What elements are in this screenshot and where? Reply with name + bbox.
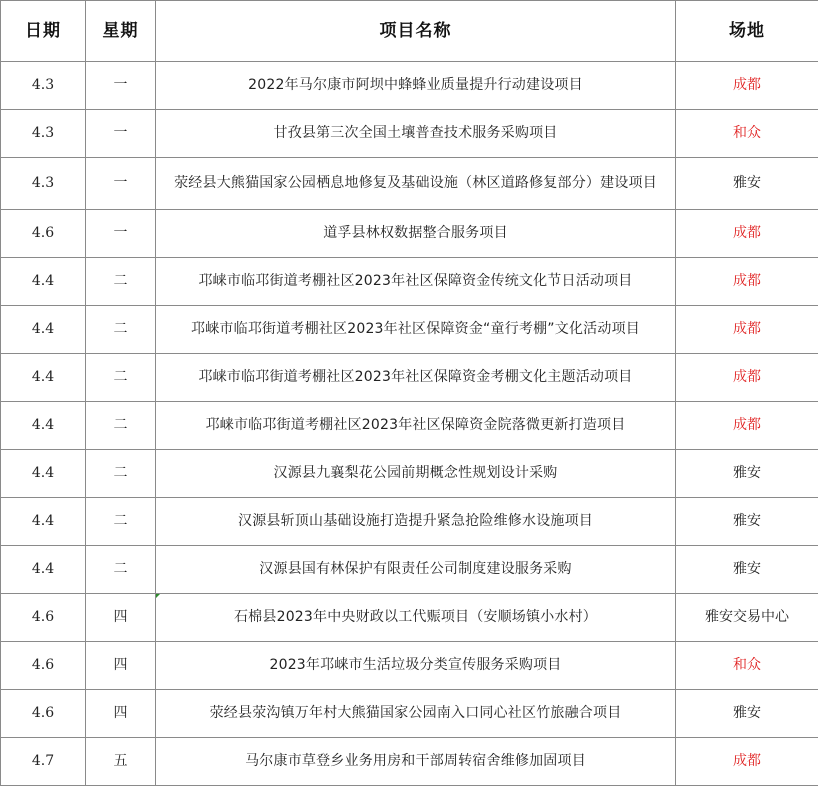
table-row: [1, 210, 818, 258]
cell-date: 4.4: [1, 546, 86, 594]
cell-weekday: 一: [86, 158, 156, 210]
cell-date: 4.3: [1, 62, 86, 110]
header-project: 项目名称: [156, 1, 676, 62]
table-row: [1, 690, 818, 738]
cell-date: 4.4: [1, 402, 86, 450]
cell-venue: 成都: [676, 62, 818, 110]
cell-date: 4.6: [1, 210, 86, 258]
cell-date: 4.6: [1, 642, 86, 690]
cell-date: 4.7: [1, 738, 86, 786]
cell-project: 汉源县国有林保护有限责任公司制度建设服务采购: [156, 546, 676, 594]
cell-project: 邛崃市临邛街道考棚社区2023年社区保障资金考棚文化主题活动项目: [156, 354, 676, 402]
table-row: [1, 642, 818, 690]
cell-project-text: 石棉县2023年中央财政以工代赈项目（安顺场镇小水村）: [233, 609, 598, 625]
cell-project: 邛崃市临邛街道考棚社区2023年社区保障资金“童行考棚”文化活动项目: [156, 306, 676, 354]
table-body: [1, 62, 818, 786]
table-row: [1, 158, 818, 210]
cell-project: 荥经县荥沟镇万年村大熊猫国家公园南入口同心社区竹旅融合项目: [156, 690, 676, 738]
table-row: [1, 546, 818, 594]
cell-date: 4.4: [1, 258, 86, 306]
cell-venue: 成都: [676, 402, 818, 450]
cell-project: 汉源县斩顶山基础设施打造提升紧急抢险维修水设施项目: [156, 498, 676, 546]
table-row: [1, 450, 818, 498]
cell-weekday: 二: [86, 354, 156, 402]
cell-date: 4.4: [1, 450, 86, 498]
table-row: [1, 594, 818, 642]
cell-project: 2022年马尔康市阿坝中蜂蜂业质量提升行动建设项目: [156, 62, 676, 110]
cell-project: 汉源县九襄梨花公园前期概念性规划设计采购: [156, 450, 676, 498]
cell-venue: 雅安: [676, 158, 818, 210]
cell-date: 4.4: [1, 354, 86, 402]
cell-project: 荥经县大熊猫国家公园栖息地修复及基础设施（林区道路修复部分）建设项目: [156, 158, 676, 210]
cell-weekday: 二: [86, 498, 156, 546]
cell-weekday: 四: [86, 594, 156, 642]
cell-project: 2023年邛崃市生活垃圾分类宣传服务采购项目: [156, 642, 676, 690]
cell-venue: 雅安: [676, 546, 818, 594]
cell-project: 马尔康市草登乡业务用房和干部周转宿舍维修加固项目: [156, 738, 676, 786]
cell-venue: 雅安交易中心: [676, 594, 818, 642]
cell-venue: 和众: [676, 642, 818, 690]
cell-date: 4.3: [1, 110, 86, 158]
cell-comment-marker: [156, 594, 160, 598]
cell-project: [156, 594, 676, 642]
cell-venue: 成都: [676, 210, 818, 258]
table-row: [1, 62, 818, 110]
cell-venue: 和众: [676, 110, 818, 158]
cell-venue: 成都: [676, 306, 818, 354]
cell-date: 4.4: [1, 306, 86, 354]
cell-date: 4.6: [1, 594, 86, 642]
cell-weekday: 二: [86, 258, 156, 306]
cell-project: 甘孜县第三次全国土壤普查技术服务采购项目: [156, 110, 676, 158]
cell-project: 邛崃市临邛街道考棚社区2023年社区保障资金传统文化节日活动项目: [156, 258, 676, 306]
table-row: [1, 258, 818, 306]
cell-weekday: 二: [86, 546, 156, 594]
table-row: [1, 110, 818, 158]
table-row: [1, 354, 818, 402]
table-row: [1, 498, 818, 546]
cell-date: 4.4: [1, 498, 86, 546]
table-row: [1, 402, 818, 450]
cell-venue: 成都: [676, 354, 818, 402]
cell-project: 邛崃市临邛街道考棚社区2023年社区保障资金院落微更新打造项目: [156, 402, 676, 450]
cell-project: 道孚县林权数据整合服务项目: [156, 210, 676, 258]
cell-date: 4.3: [1, 158, 86, 210]
cell-weekday: 二: [86, 450, 156, 498]
cell-venue: 成都: [676, 738, 818, 786]
header-venue: 场地: [676, 1, 818, 62]
cell-venue: 雅安: [676, 690, 818, 738]
cell-venue: 雅安: [676, 450, 818, 498]
cell-date: 4.6: [1, 690, 86, 738]
header-row: [1, 1, 818, 62]
cell-venue: 雅安: [676, 498, 818, 546]
cell-weekday: 一: [86, 62, 156, 110]
cell-weekday: 二: [86, 306, 156, 354]
cell-weekday: 一: [86, 110, 156, 158]
header-weekday: 星期: [86, 1, 156, 62]
header-date: 日期: [1, 1, 86, 62]
cell-weekday: 四: [86, 642, 156, 690]
cell-weekday: 五: [86, 738, 156, 786]
cell-weekday: 四: [86, 690, 156, 738]
cell-weekday: 一: [86, 210, 156, 258]
table-row: [1, 306, 818, 354]
cell-weekday: 二: [86, 402, 156, 450]
table-row: [1, 738, 818, 786]
cell-venue: 成都: [676, 258, 818, 306]
